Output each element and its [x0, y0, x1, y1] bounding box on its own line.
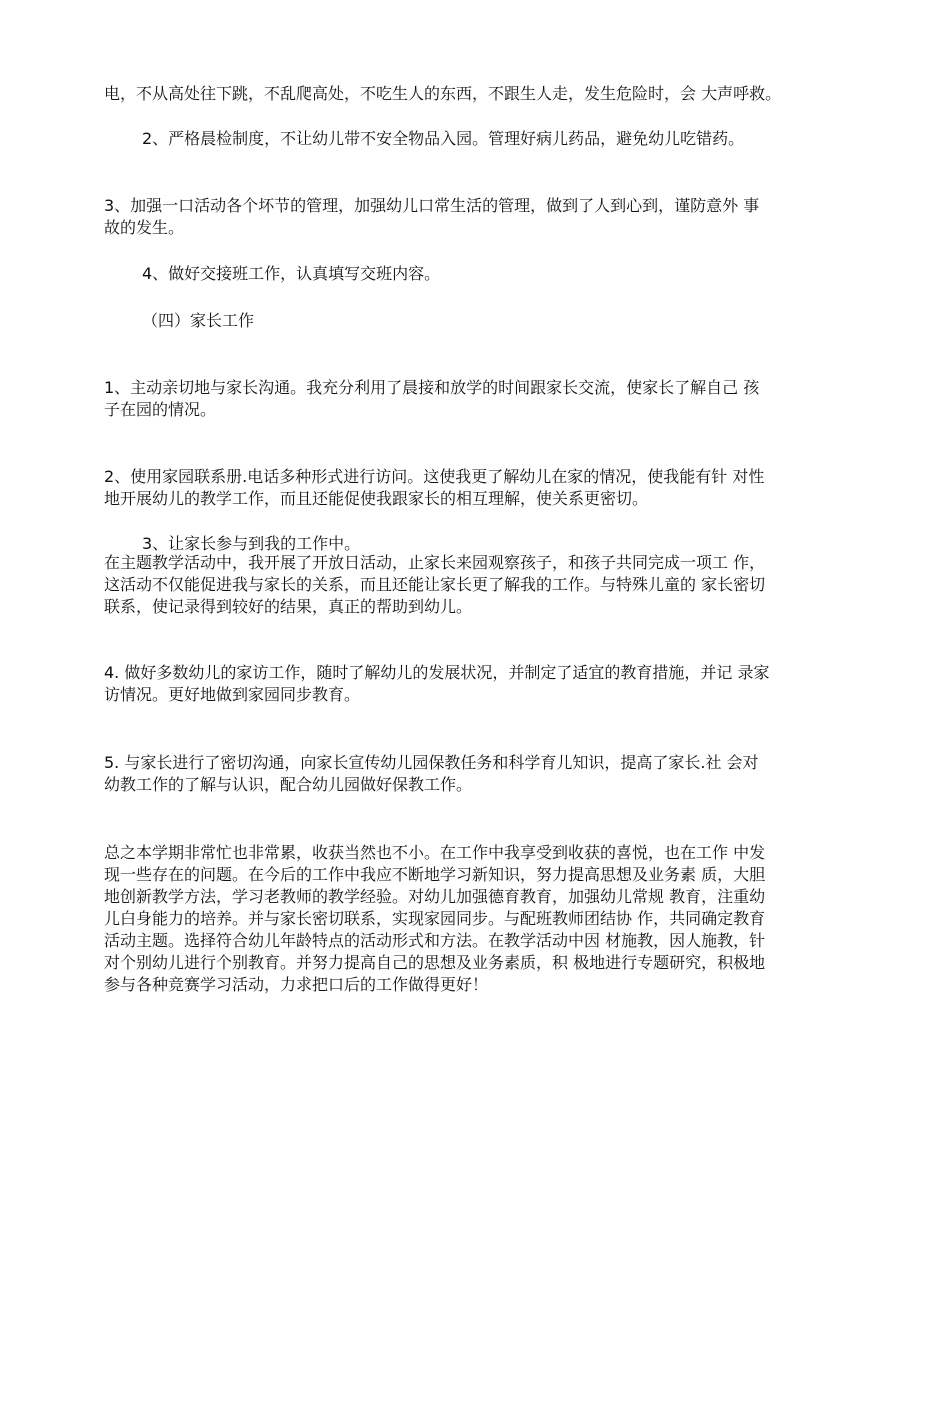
parent-item-2-continued: 地开展幼儿的教学工作，而且还能促使我跟家长的相互理解，使关系更密切。: [104, 489, 649, 508]
item-4-shift-handover: 4、做好交接班工作，认真填写交班内容。: [142, 264, 441, 283]
item-3-daily-management: 3、加强一口活动各个坏节的管理，加强幼儿口常生活的管理，做到了人到心到，谨防意外 事: [104, 196, 760, 215]
summary-line-4: 儿白身能力的培养。并与家长密切联系，实现家园同步。与配班教师团结协 作，共同确定教育: [104, 909, 766, 928]
parent-item-1: 1、主动亲切地与家长沟通。我充分利用了晨接和放学的时间跟家长交流，使家长了解自己 孩: [104, 378, 760, 397]
parent-item-4: 4. 做好多数幼儿的家访工作，随时了解幼儿的发展状况，并制定了适宜的教育措施，并记 录家: [104, 663, 770, 682]
summary-line-6: 对个别幼儿进行个别教育。并努力提高自己的思想及业务素质，积 极地进行专题研究，积极地: [104, 953, 766, 972]
item-3-continued: 故的发生。: [104, 218, 185, 237]
summary-line-5: 活动主题。选择符合幼儿年龄特点的活动形式和方法。在教学活动中因 材施教，因人施教，针: [104, 931, 766, 950]
item-2-morning-check: 2、严格晨检制度，不让幼儿带不安全物品入园。管理好病儿药品，避免幼儿吃错药。: [142, 129, 745, 148]
summary-line-1: 总之本学期非常忙也非常累，收获当然也不小。在工作中我享受到收获的喜悦，也在工作 中发: [104, 843, 766, 862]
section-heading-parent-work: （四）家长工作: [142, 311, 255, 330]
parent-item-3-paragraph-line-1: 在主题教学活动中，我开展了开放日活动，止家长来园观察孩子，和孩子共同完成一项工 作，: [104, 553, 766, 572]
parent-item-3-paragraph-line-3: 联系，使记录得到较好的结果，真正的帮助到幼儿。: [104, 597, 473, 616]
parent-item-2: 2、使用家园联系册.电话多种形式进行访问。这使我更了解幼儿在家的情况，使我能有针 对性: [104, 467, 765, 486]
parent-item-3: 3、让家长参与到我的工作中。: [142, 534, 361, 553]
parent-item-5: 5. 与家长进行了密切沟通，向家长宣传幼儿园保教任务和科学育儿知识，提高了家长.社 会对: [104, 753, 759, 772]
parent-item-4-continued: 访情况。更好地做到家园同步教育。: [104, 685, 361, 704]
summary-line-3: 地创新教学方法，学习老教师的教学经验。对幼儿加强德育教育，加强幼儿常规 教育，注重幼: [104, 887, 766, 906]
summary-line-2: 现一些存在的问题。在今后的工作中我应不断地学习新知识，努力提高思想及业务素 质，大胆: [104, 865, 766, 884]
parent-item-5-continued: 幼教工作的了解与认识，配合幼儿园做好保教工作。: [104, 775, 473, 794]
parent-item-3-paragraph-line-2: 这活动不仅能促进我与家长的关系，而且还能让家长更了解我的工作。与特殊儿童的 家长密切: [104, 575, 766, 594]
summary-line-7: 参与各种竞赛学习活动，力求把口后的工作做得更好！: [104, 975, 489, 994]
safety-text-line: 电，不从高处往下跳，不乱爬高处，不吃生人的东西，不跟生人走，发生危险时，会 大声呼救。: [104, 84, 782, 103]
parent-item-1-continued: 子在园的情况。: [104, 400, 217, 419]
